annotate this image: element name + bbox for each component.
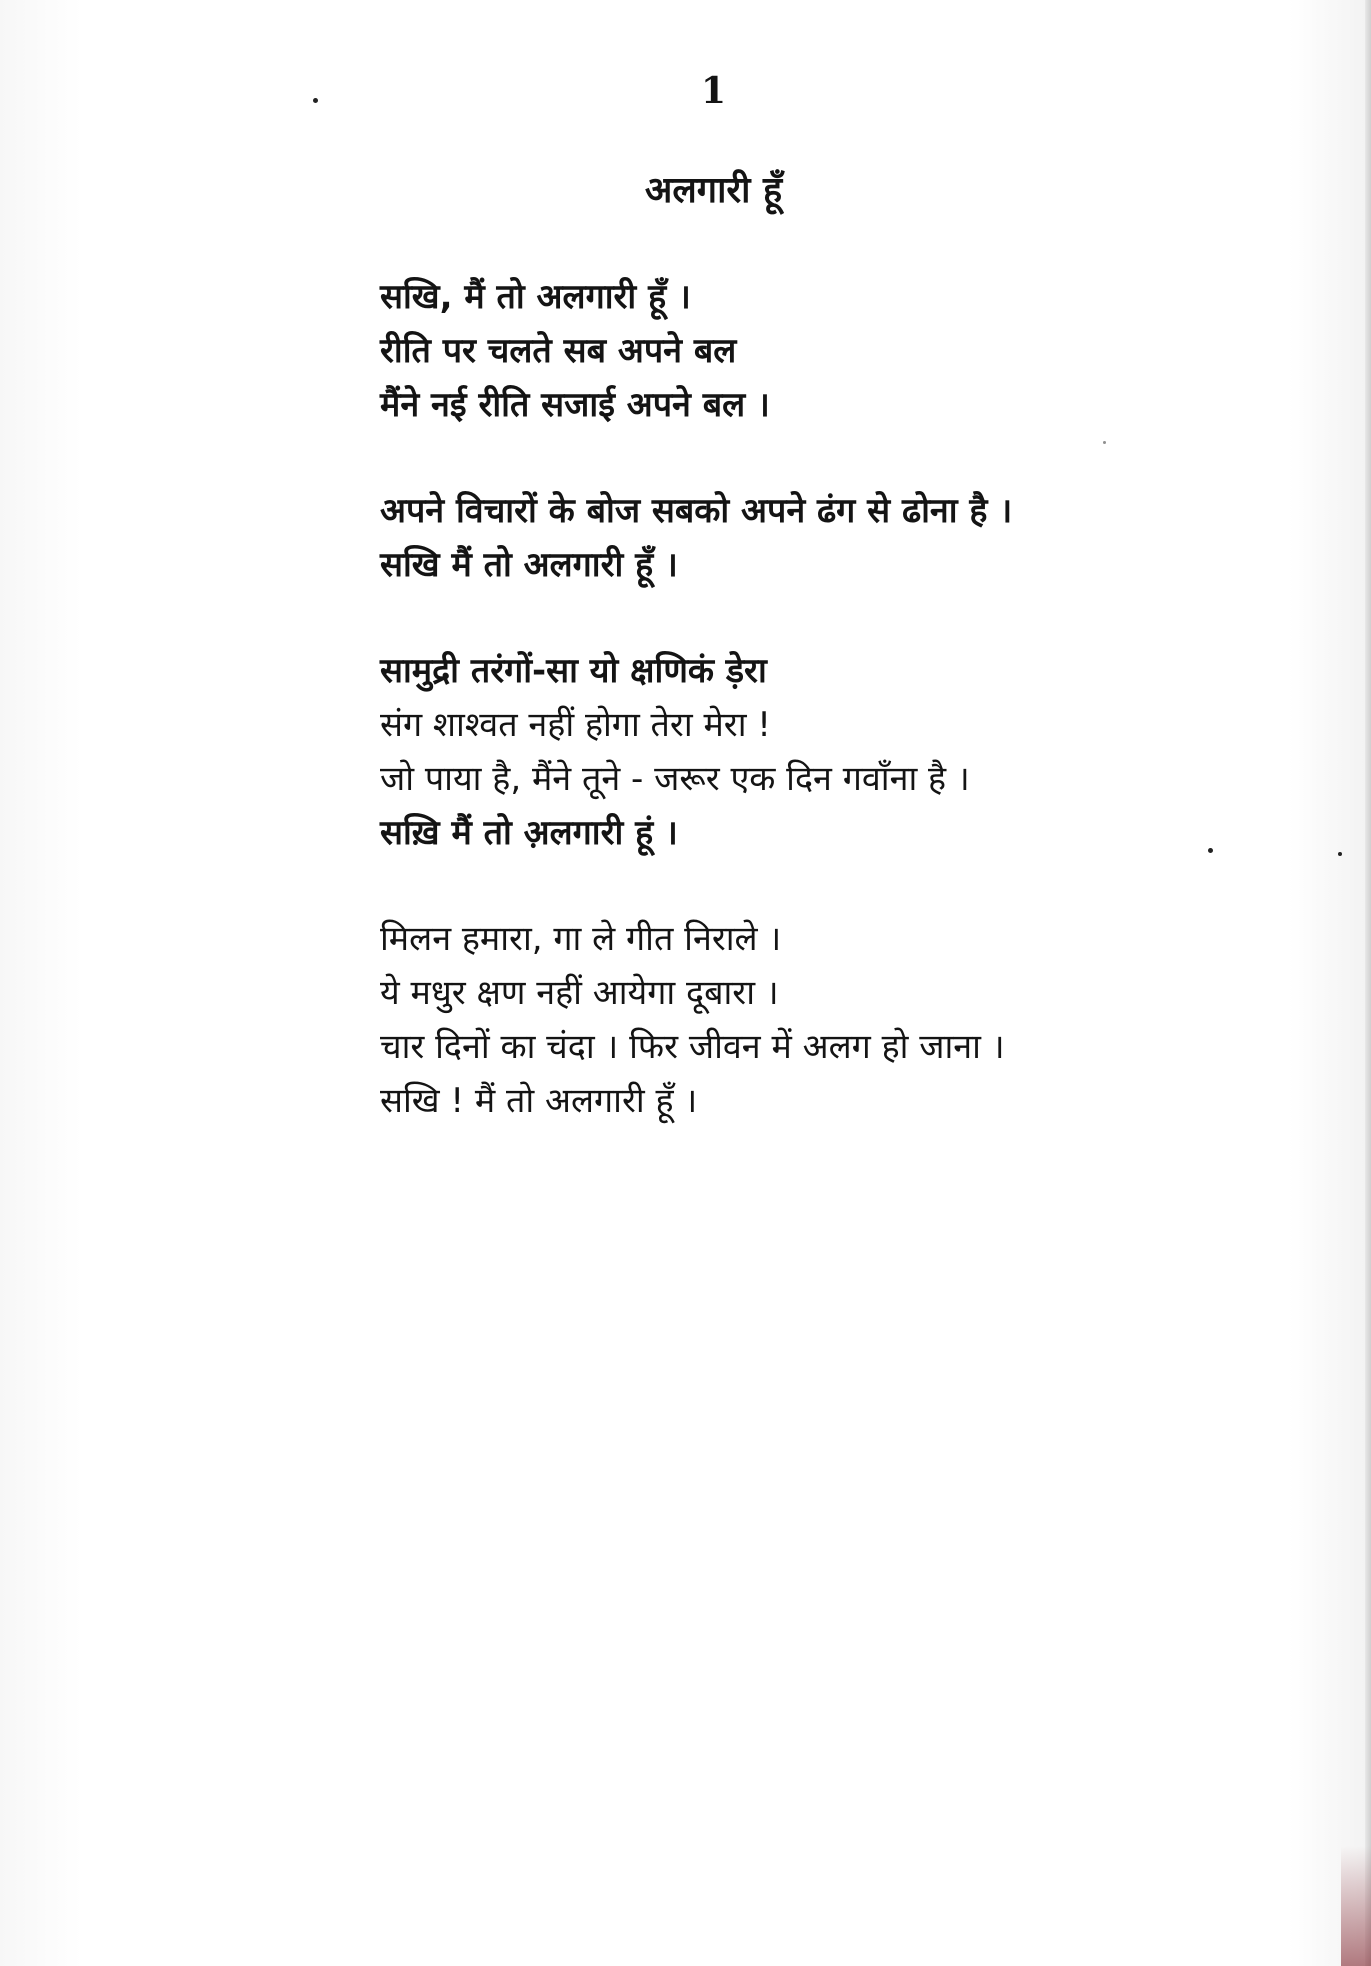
poem-line: जो पाया है, मैंने तूने - जरूर एक दिन गवाँना है ।	[380, 759, 970, 799]
poem-line: सामुद्री तरंगों-सा यो क्षणिकं ड़ेरा	[380, 651, 767, 691]
stanza-2	[380, 484, 1320, 592]
poem-line: संग शाश्वत नहीं होगा तेरा मेरा !	[380, 705, 771, 745]
poem-line: ये मधुर क्षण नहीं आयेगा दूबारा ।	[380, 973, 779, 1013]
stanza-3	[380, 644, 1320, 860]
poem-line: रीति पर चलते सब अपने बल	[380, 331, 737, 371]
poem-line: सख़ि मैं तो अ़लगारी हूं ।	[380, 813, 678, 853]
poem-title: अलगारी हूँ	[644, 170, 783, 211]
stanza-4	[380, 912, 1320, 1128]
poem-line: चार दिनों का चंदा । फिर जीवन में अलग हो जाना ।	[380, 1027, 1005, 1067]
poem-line: सखि, मैं तो अलगारी हूँ ।	[380, 277, 691, 317]
poem-line: मैंने नई रीति सजाई अपने बल ।	[380, 385, 770, 425]
poem-line: सखि मैं तो अलगारी हूँ ।	[380, 545, 678, 585]
page-edge-shadow	[1365, 0, 1371, 1966]
poem-body	[380, 270, 1320, 1180]
stanza-1	[380, 270, 1320, 432]
ink-speck	[1338, 852, 1342, 856]
poem-line: अपने विचारों के बोज सबको अपने ढंग से ढोना है ।	[380, 491, 1013, 531]
poem-line: मिलन हमारा, गा ले गीत निराले ।	[380, 919, 782, 959]
cover-corner	[1341, 1846, 1371, 1966]
page-number: 1	[700, 70, 727, 112]
poem-line: सखि ! मैं तो अलगारी हूँ ।	[380, 1081, 698, 1121]
